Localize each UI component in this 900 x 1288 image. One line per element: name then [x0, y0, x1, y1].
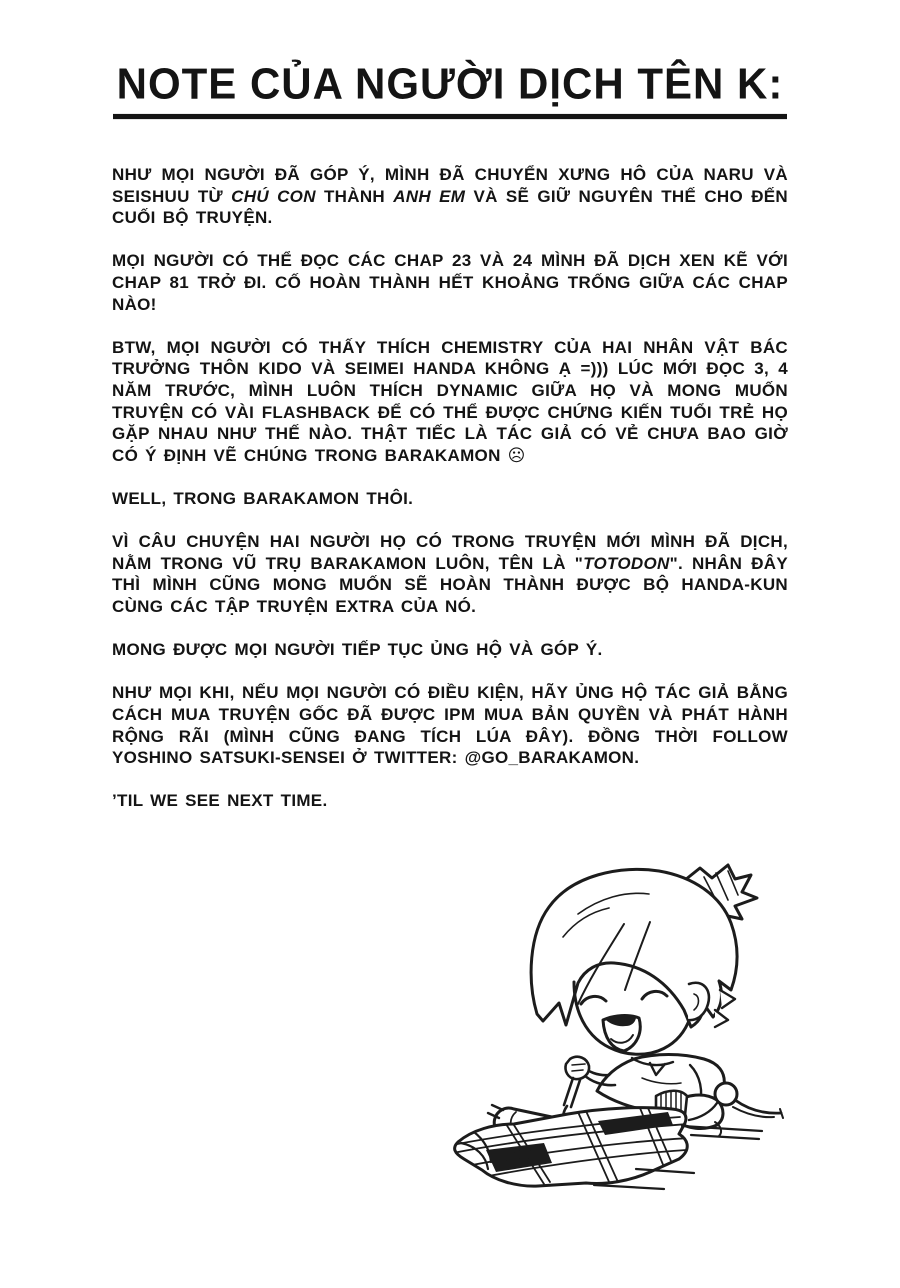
- note-paragraph: [112, 250, 788, 315]
- note-paragraph: [112, 639, 788, 661]
- emphasized-text: ANH EM: [393, 186, 466, 206]
- note-paragraph: [112, 337, 788, 467]
- text-run: MỌI NGƯỜI CÓ THỂ ĐỌC CÁC CHAP 23 VÀ 24 MÌNH ĐÃ DỊCH XEN KẼ VỚI CHAP 81 TRỞ ĐI. CỐ HOÀN THÀNH HẾT KHOẢNG TRỐNG GIỮA CÁC CHAP NÀO!: [112, 251, 788, 314]
- text-run: NHƯ MỌI NGƯỜI ĐÃ GÓP Ý, MÌNH ĐÃ CHUYỂN XƯNG HÔ CỦA NARU VÀ SEISHUU TỪ: [112, 165, 788, 206]
- text-run: BTW, MỌI NGƯỜI CÓ THẤY THÍCH CHEMISTRY CỦA HAI NHÂN VẬT BÁC TRƯỞNG THÔN KIDO VÀ SEIMEI HANDA KHÔNG Ạ =))) LÚC MỚI ĐỌC 3, 4 NĂM TRƯỚC, MÌNH LUÔN THÍCH DYNAMIC GIỮA HỌ VÀ MONG MUỐN TRUYỆN CÓ VÀI FLASHBACK ĐỂ CÓ THỂ ĐƯỢC CHỨNG KIẾN TUỔI TRẺ HỌ GẶP NHAU NHƯ THẾ NÀO. THẬT TIẾC LÀ TÁC GIẢ CÓ VẺ CHƯA BAO GIỜ CÓ Ý ĐỊNH VẼ CHÚNG TRONG BARAKAMON ☹: [112, 337, 788, 465]
- text-run: VÌ CÂU CHUYỆN HAI NGƯỜI HỌ CÓ TRONG TRUYỆN MỚI MÌNH ĐÃ DỊCH, NẰM TRONG VŨ TRỤ BARAKAMON LUÔN, TÊN LÀ ": [112, 532, 788, 573]
- text-run: ". NHÂN ĐÂY THÌ MÌNH CŨNG MONG MUỐN SẼ HOÀN THÀNH ĐƯỢC BỘ HANDA-KUN CÙNG CÁC TẬP TRUYỆN EXTRA CỦA NÓ.: [112, 553, 789, 616]
- text-run: THÀNH: [315, 186, 394, 206]
- note-paragraph: [112, 488, 788, 510]
- plaid-mat: [448, 1108, 690, 1186]
- closed-eye-right: [642, 991, 667, 999]
- roller-handle: [564, 1078, 580, 1107]
- text-run: VÀ SẼ GIỮ NGUYÊN THẾ CHO ĐẾN CUỐI BỘ TRUYỆN.: [112, 186, 789, 228]
- note-paragraph: [112, 531, 788, 617]
- text-run: MONG ĐƯỢC MỌI NGƯỜI TIẾP TỤC ỦNG HỘ VÀ GÓP Ý.: [112, 640, 603, 660]
- emphasized-text: TOTODON: [583, 553, 670, 573]
- chibi-illustration-svg: [428, 862, 864, 1208]
- text-run: NHƯ MỌI KHI, NẾU MỌI NGƯỜI CÓ ĐIỀU KIỆN, HÃY ỦNG HỘ TÁC GIẢ BẰNG CÁCH MUA TRUYỆN GỐC ĐÃ ĐƯỢC IPM MUA BẢN QUYỀN VÀ PHÁT HÀNH RỘNG RÃI (MÌNH CŨNG ĐANG TÍCH LÚA ĐÂY). ĐỒNG THỜI FOLLOW YOSHINO SATSUKI-SENSEI Ở TWITTER: @GO_BARAKAMON.: [112, 683, 788, 768]
- emphasized-text: CHÚ CON: [231, 186, 316, 206]
- note-paragraph: [112, 682, 788, 768]
- gripping-hand: [565, 1057, 589, 1079]
- note-paragraph: [112, 164, 788, 229]
- title-wrap: [0, 0, 900, 118]
- text-run: WELL, TRONG BARAKAMON THÔI.: [112, 489, 414, 508]
- text-run: ’TIL WE SEE NEXT TIME.: [112, 791, 328, 811]
- note-paragraph: [112, 790, 788, 812]
- note-body: [112, 164, 788, 812]
- chibi-boy-roller-illustration: [428, 862, 864, 1208]
- closed-eye-left: [581, 996, 606, 1004]
- page-title: NOTE CỦA NGƯỜI DỊCH TÊN K:: [113, 61, 788, 119]
